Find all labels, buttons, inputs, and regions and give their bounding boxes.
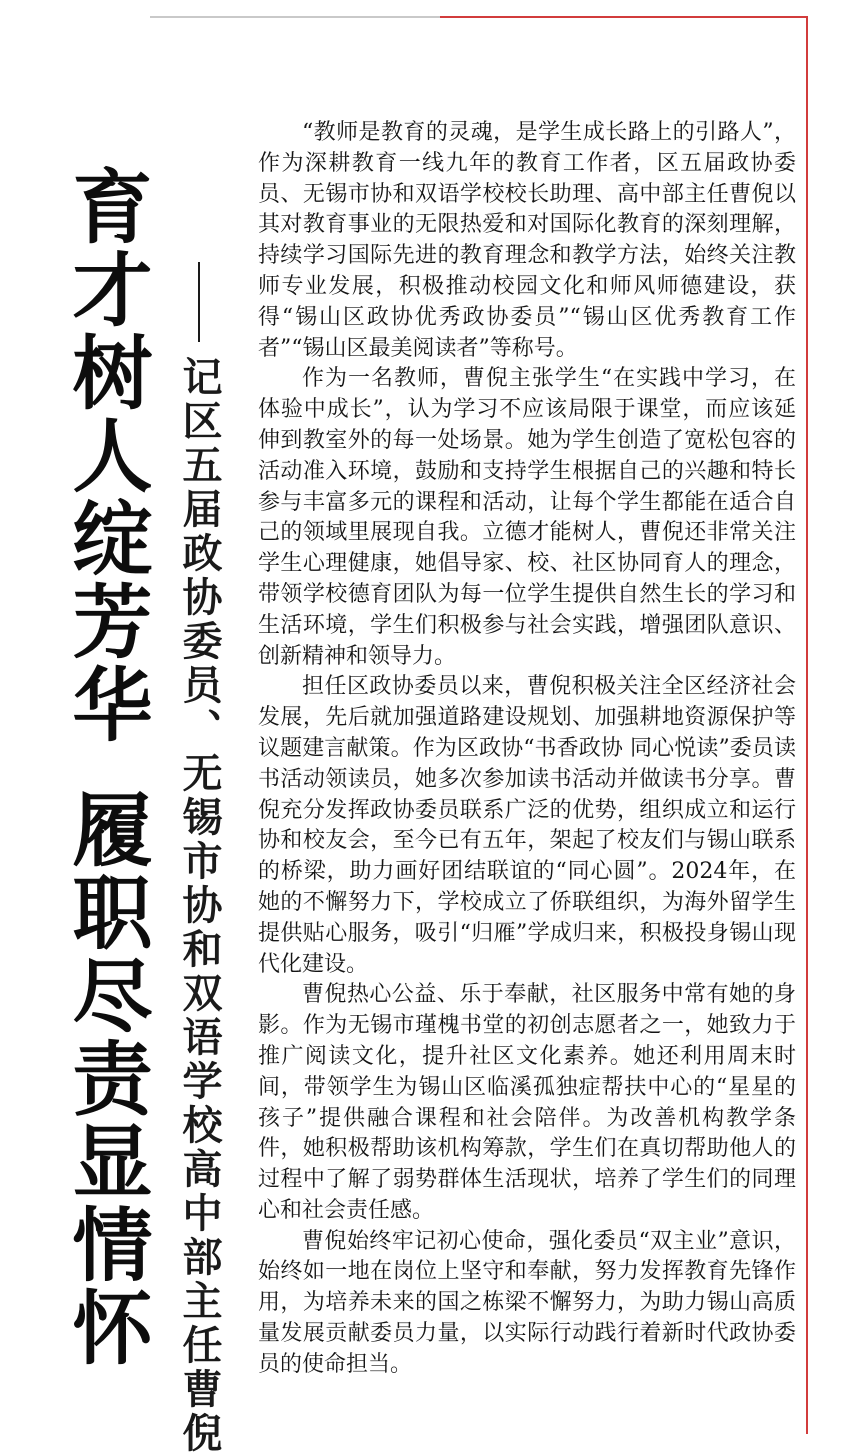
article-paragraph-3: 担任区政协委员以来，曹倪积极关注全区经济社会发展，先后就加强道路建设规划、加强耕地资源保护等议题建言献策。作为区政协“书香政协 同心悦读”委员读书活动领读员，她多次参加读书活动并做读书分享。曹倪充分发挥政协委员联系广泛的优势，组织成立和运行协和校友会，至今已有五年，架起了校友们与锡山联系的桥梁，助力画好团结联谊的“同心圆”。2024年，在她的不懈努力下，学校成立了侨联组织，为海外留学生提供贴心服务，吸引“归雁”学成归来，积极投身锡山现代化建设。 bbox=[258, 674, 796, 977]
subheadline-dash bbox=[198, 262, 200, 342]
article-paragraph-1: “教师是教育的灵魂，是学生成长路上的引路人”，作为深耕教育一线九年的教育工作者，区五届政协委员、无锡市协和双语学校校长助理、高中部主任曹倪以其对教育事业的无限热爱和对国际化教育的深刻理解，持续学习国际先进的教育理念和教学方法，始终关注教师专业发展，积极推动校园文化和师风师德建设，获得“锡山区政协优秀政协委员”“锡山区优秀教育工作者”“锡山区最美阅读者”等称号。 bbox=[258, 120, 796, 361]
headline-part1: 育才树人绽芳华 bbox=[59, 165, 152, 746]
subheadline-text: 记区五届政协委员、无锡市协和双语学校高中部主任曹倪 bbox=[176, 356, 223, 1456]
top-rule-gray bbox=[150, 16, 440, 18]
article-paragraph-4: 曹倪热心公益、乐于奉献，社区服务中常有她的身影。作为无锡市瑾槐书堂的初创志愿者之一，她致力于推广阅读文化，提升社区文化素养。她还利用周末时间，带领学生为锡山区临溪孤独症帮扶中心的“星星的孩子”提供融合课程和社会陪伴。为改善机构教学条件，她积极帮助该机构筹款，学生们在真切帮助他人的过程中了解了弱势群体生活现状，培养了学生们的同理心和社会责任感。 bbox=[258, 982, 796, 1223]
headline bbox=[60, 165, 150, 1369]
article-paragraph-2: 作为一名教师，曹倪主张学生“在实践中学习，在体验中成长”，认为学习不应该局限于课堂，而应该延伸到教室外的每一处场景。她为学生创造了宽松包容的活动准入环境，鼓励和支持学生根据自己的兴趣和特长参与丰富多元的课程和活动，让每个学生都能在适合自己的领域里展现自我。立德才能树人，曹倪还非常关注学生心理健康，她倡导家、校、社区协同育人的理念，带领学校德育团队为每一位学生提供自然生长的学习和生活环境，学生们积极参与社会实践，增强团队意识、创新精神和领导力。 bbox=[258, 366, 796, 669]
article-body bbox=[258, 118, 796, 1381]
subheadline bbox=[176, 262, 222, 1456]
article-paragraph-5: 曹倪始终牢记初心使命，强化委员“双主业”意识，始终如一地在岗位上坚守和奉献，努力发挥教育先锋作用，为培养未来的国之栋梁不懈努力，为助力锡山高质量发展贡献委员力量，以实际行动践行着新时代政协委员的使命担当。 bbox=[258, 1228, 796, 1377]
top-rule-red bbox=[440, 16, 808, 18]
right-rule-red bbox=[806, 16, 808, 1434]
headline-part2: 履职尽责显情怀 bbox=[59, 788, 152, 1369]
